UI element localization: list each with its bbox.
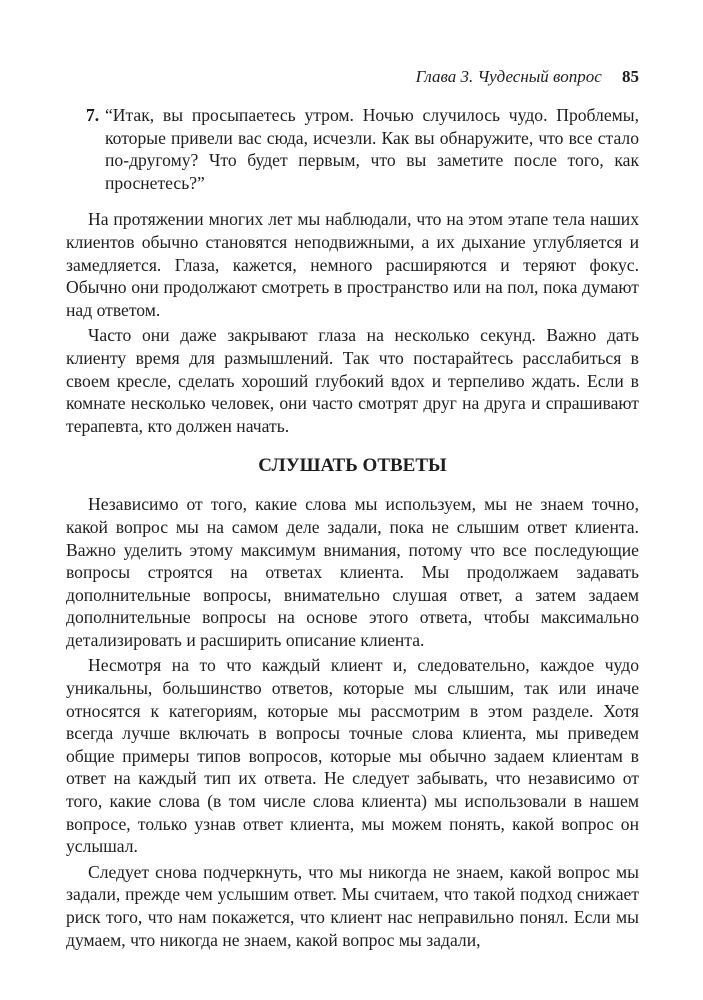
paragraph: Несмотря на то что каждый клиент и, следовательно, каждое чудо уникальны, большинство ответов, которые мы слышим, так или иначе относятся к категориям, которые мы рассмотрим в этом разделе. Хотя всегда лучше включать в вопросы точные слова клиента, мы приведем общие примеры типов вопросов, которые мы обычно задаем клиентам в ответ на каждый тип их ответа. Не следует забывать, что независимо от того, какие слова (в том числе слова клиента) мы использовали в нашем вопросе, только узнав ответ клиента, мы можем понять, какой вопрос он услышал.: [66, 655, 639, 857]
list-number: 7.: [86, 105, 100, 125]
numbered-question: [66, 104, 639, 194]
paragraph: Независимо от того, какие слова мы используем, мы не знаем точно, какой вопрос мы на самом деле задали, пока не слышим ответ клиента. Важно уделить этому максимум внимания, потому что все последующие вопросы строятся на ответах клиента. Мы продолжаем задавать дополнительные вопросы, внимательно слушая ответ, а затем задаем дополнительные вопросы на основе этого ответа, чтобы максимально детализировать и расширить описание клиента.: [66, 494, 639, 650]
paragraph: На протяжении многих лет мы наблюдали, что на этом этапе тела наших клиентов обычно становятся неподвижными, а их дыхание углубляется и замедляется. Глаза, кажется, немного расширяются и теряют фокус. Обычно они продолжают смотреть в пространство или на пол, пока думают над ответом.: [66, 209, 639, 320]
chapter-title: Глава 3. Чудесный вопрос: [415, 67, 602, 86]
paragraph: Часто они даже закрывают глаза на несколько секунд. Важно дать клиенту время для размышлений. Так что постарайтесь расслабиться в своем кресле, сделать хороший глубокий вдох и терпеливо ждать. Если в комнате несколько человек, они часто смотрят друг на друга и спрашивают терапевта, кто должен начать.: [66, 325, 639, 436]
page-number: 85: [622, 67, 639, 86]
section-heading: СЛУШАТЬ ОТВЕТЫ: [258, 455, 447, 477]
running-header: [416, 66, 639, 88]
page-body: [66, 104, 639, 951]
paragraph: Следует снова подчеркнуть, что мы никогда не знаем, какой вопрос мы задали, прежде чем услышим ответ. Мы считаем, что такой подход снижает риск того, что нам покажется, что клиент нас неправильно понял. Если мы думаем, что никогда не знаем, какой вопрос мы задали,: [66, 861, 639, 950]
list-item-text: “Итак, вы просыпаетесь утром. Ночью случилось чудо. Проблемы, которые привели вас сюда, исчезли. Как вы обнаружите, что все стало по-другому? Что будет первым, что вы заметите после того, как проснетесь?”: [105, 105, 639, 193]
